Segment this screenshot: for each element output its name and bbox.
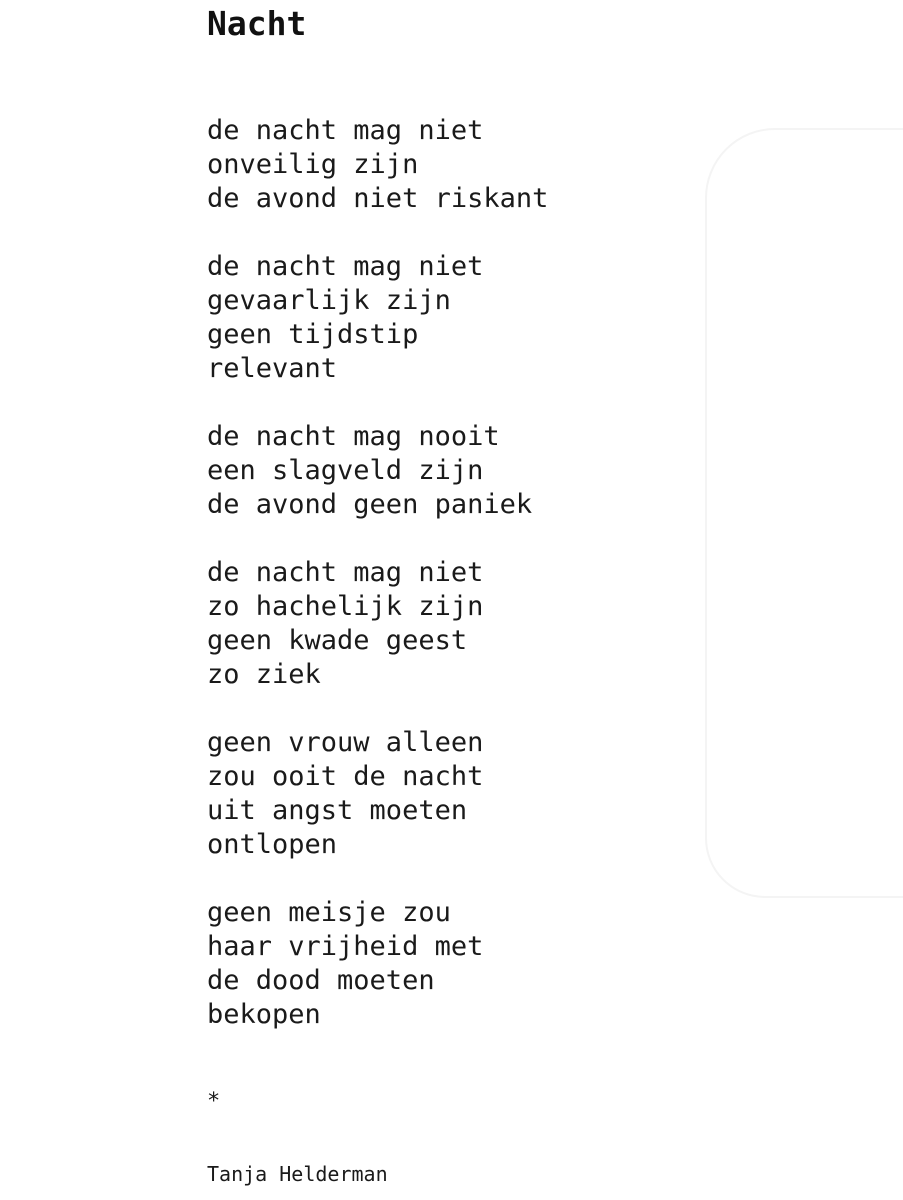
stanza-1 (207, 114, 867, 216)
poem-body (207, 114, 867, 1032)
poem-line: gevaarlijk zijn (207, 285, 451, 316)
stanza-4 (207, 556, 867, 692)
stanza-5 (207, 726, 867, 862)
poem-page (207, 0, 867, 1188)
poem-line: ontlopen (207, 829, 338, 860)
poem-line: een slagveld zijn (207, 455, 484, 486)
poem-title: Nacht (207, 4, 307, 43)
poem-line: zo hachelijk zijn (207, 591, 484, 622)
poem-line: de nacht mag niet (207, 115, 484, 146)
poem-line: de avond geen paniek (207, 489, 533, 520)
stanza-2 (207, 250, 867, 386)
poem-line: de nacht mag niet (207, 557, 484, 588)
poem-line: zo ziek (207, 659, 321, 690)
poem-line: uit angst moeten (207, 795, 468, 826)
poem-line: geen meisje zou (207, 897, 451, 928)
poem-line: geen tijdstip (207, 319, 419, 350)
poem-line: de nacht mag nooit (207, 421, 500, 452)
poem-author: Tanja Helderman (207, 1162, 388, 1186)
poem-line: geen kwade geest (207, 625, 468, 656)
poem-line: zou ooit de nacht (207, 761, 484, 792)
poem-line: de dood moeten (207, 965, 435, 996)
poem-line: relevant (207, 353, 338, 384)
poem-line: haar vrijheid met (207, 931, 484, 962)
poem-line: geen vrouw alleen (207, 727, 484, 758)
stanza-6 (207, 896, 867, 1032)
poem-line: bekopen (207, 999, 321, 1030)
poem-line: de avond niet riskant (207, 183, 549, 214)
section-separator: * (207, 1089, 221, 1114)
poem-line: de nacht mag niet (207, 251, 484, 282)
stanza-3 (207, 420, 867, 522)
poem-line: onveilig zijn (207, 149, 419, 180)
